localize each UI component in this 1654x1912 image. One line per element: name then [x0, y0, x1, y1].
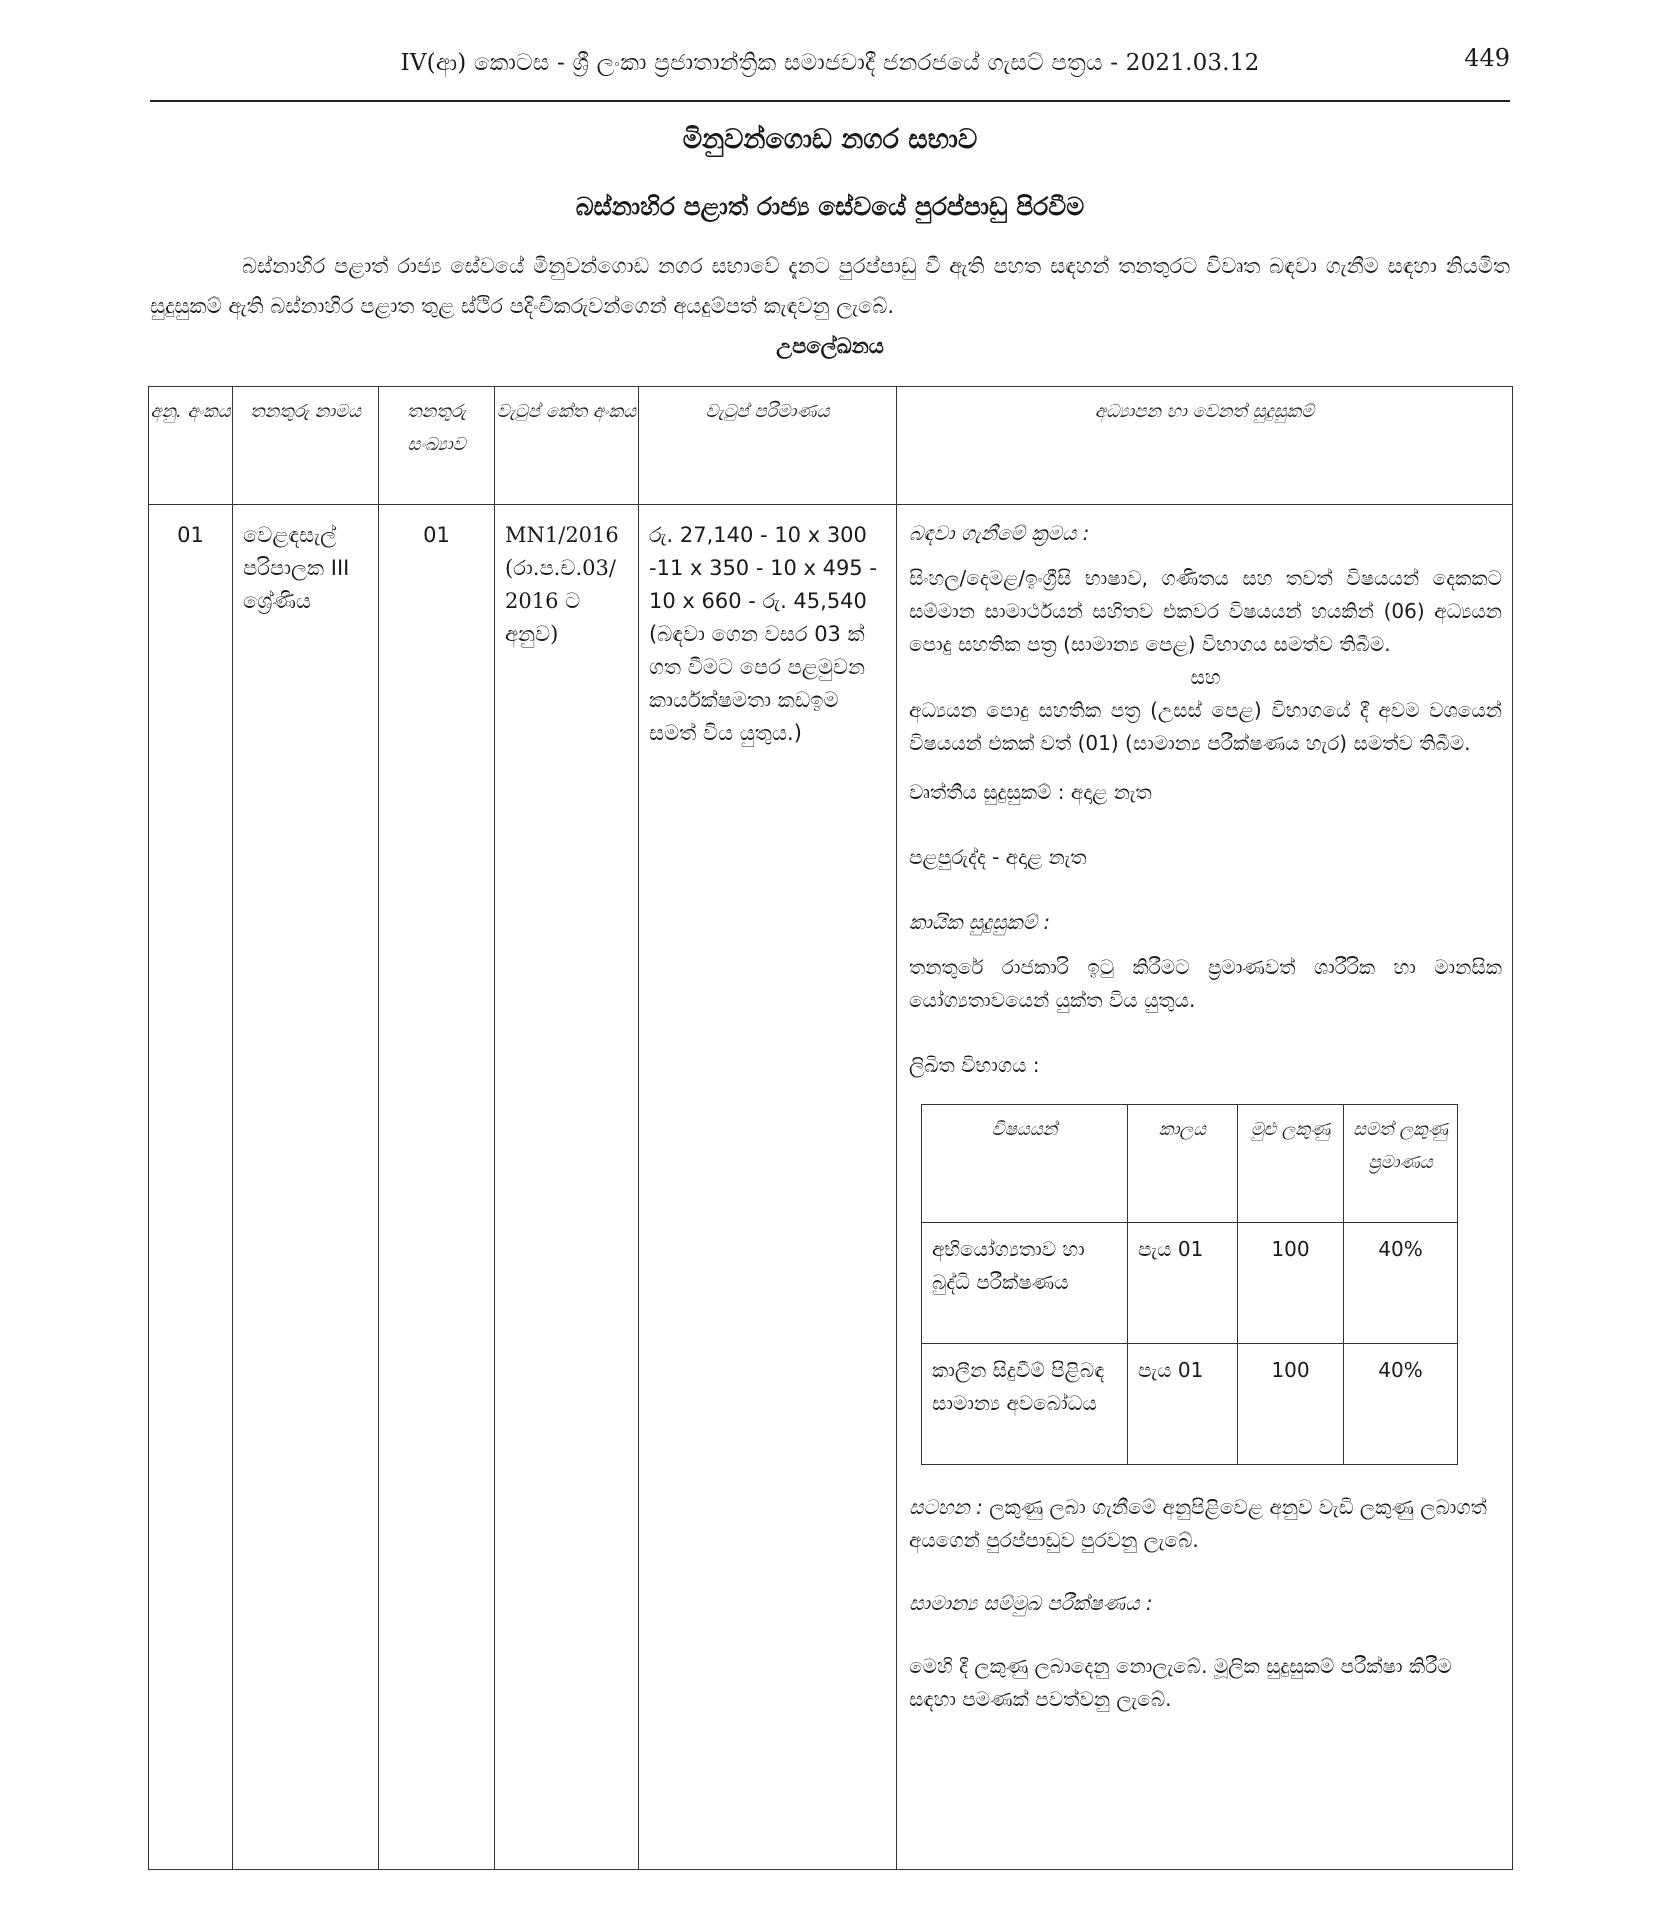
- header-post-name: තනතුරු නාමය: [233, 387, 379, 505]
- exam-table-header-row: [922, 1105, 1458, 1223]
- ol-requirement: සිංහල/දෙමළ/ඉංග්‍රීසි භාෂාව, ගණිතය සහ තවත් විෂයයන් දෙකකට සම්මාන සාමාර්ථයන් සහිතව එකවර විෂයයන් හයකින් (06) අධ්‍යයන පොදු සහතික පත්‍ර (සාමාන්‍ය පෙළ) විභාගය සමත්ව තිබීම.: [909, 566, 1502, 656]
- cell-post-count: 01: [379, 505, 495, 1870]
- exam-total: 100: [1238, 1223, 1344, 1344]
- experience: පළපුරුද්ද - අදාළ නැත: [909, 845, 1087, 869]
- note: [909, 1491, 1502, 1557]
- and-connector: සහ: [1190, 665, 1221, 689]
- exam-pass: 40%: [1344, 1344, 1458, 1465]
- exam-header-pass: සමත් ලකුණු ප්‍රමාණය: [1344, 1105, 1458, 1223]
- cell-post-name: වෙළඳසැල් පරිපාලක III ශ්‍රේණිය: [233, 505, 379, 1870]
- header-serial: අනු. අංකය: [149, 387, 233, 505]
- cell-qualifications: [897, 505, 1513, 1870]
- organization-title: මිනුවන්ගොඩ නගර සභාව: [682, 124, 978, 155]
- physical-qualifications-text: තනතුරේ රාජකාරි ඉටු කිරීමට ප්‍රමාණවත් ශාරීරික හා මානසික යෝග්‍යතාවයෙන් යුක්ත විය යුතුය.: [909, 955, 1502, 1012]
- written-exam-heading: ලිඛිත විභාගය :: [909, 1053, 1040, 1077]
- al-requirement: අධ්‍යයන පොදු සහතික පත්‍ර (උසස් පෙළ) විභාගයේ දී අවම වශයෙන් විෂයයන් එකක් වත් (01) (සාමාන්‍ය පරීක්ෂණය හැර) සමත්ව තිබීම.: [909, 698, 1502, 755]
- exam-header-subject: විෂයයන්: [922, 1105, 1128, 1223]
- header-qualifications: අධ්‍යාපන හා වෙනත් සුදුසුකම්: [897, 387, 1513, 505]
- interview-heading: සාමාන්‍ය සම්මුඛ පරීක්ෂණය :: [909, 1591, 1153, 1615]
- note-text: ලකුණු ලබා ගැනීමේ අනුපිළිවෙළ අනුව වැඩි ලකුණු ලබාගත් අයගෙන් පුරප්පාඩුව පුරවනු ලැබේ.: [909, 1495, 1487, 1552]
- page-number: 449: [1464, 44, 1510, 72]
- professional-qualifications: වෘත්තීය සුදුසුකම් : අදාළ නැත: [909, 780, 1152, 804]
- exam-header-total: මුළු ලකුණු: [1238, 1105, 1344, 1223]
- cell-salary-scale: රු. 27,140 - 10 x 300 -11 x 350 - 10 x 495 - 10 x 660 - රු. 45,540 (බඳවා ගෙන වසර 03 ක් ගත වීමට පෙර පළමුවන කාර්යක්ෂමතා කඩඉම සමත් විය යුතුය.): [639, 505, 897, 1870]
- table-row: [149, 505, 1513, 1870]
- vacancy-table-header-row: [149, 387, 1513, 505]
- exam-subject: කාලීන සිදුවීම් පිළිබඳ සාමාන්‍ය අවබෝධය: [922, 1344, 1128, 1465]
- gazette-header: [150, 44, 1510, 102]
- exam-duration: පැය 01: [1128, 1223, 1238, 1344]
- header-post-count: තනතුරු සංඛ්‍යාව: [379, 387, 495, 505]
- recruitment-method-heading: බඳවා ගැනීමේ ක්‍රමය :: [909, 521, 1090, 545]
- note-label: සටහන :: [909, 1495, 983, 1519]
- notice-title: බස්නාහිර පළාත් රාජ්‍ය සේවයේ පුරප්පාඩු පිරවීම: [575, 192, 1085, 221]
- vacancy-table: [148, 386, 1513, 1870]
- physical-qualifications-heading: කායික සුදුසුකම් :: [909, 910, 1051, 934]
- exam-subject: අභියෝග්‍යතාව හා බුද්ධි පරීක්ෂණය: [922, 1223, 1128, 1344]
- exam-duration: පැය 01: [1128, 1344, 1238, 1465]
- header-salary-scale: වැටුප් පරිමාණය: [639, 387, 897, 505]
- written-exam-table: [921, 1104, 1458, 1465]
- cell-serial: 01: [149, 505, 233, 1870]
- exam-pass: 40%: [1344, 1223, 1458, 1344]
- schedule-title: උපලේඛනය: [776, 334, 884, 358]
- table-row: [922, 1223, 1458, 1344]
- gazette-header-title: IV(ආ) කොටස - ශ්‍රී ලංකා ප්‍රජාතාන්ත්‍රික සමාජවාදී ජනරජයේ ගැසට් පත්‍රය - 2021.03.12: [400, 50, 1260, 76]
- intro-paragraph: බස්නාහිර පළාත් රාජ්‍ය සේවයේ මිනුවන්ගොඩ නගර සභාවේ දැනට පුරප්පාඩු වී ඇති පහත සඳහන් තනතුරට විවෘත බඳවා ගැනීම සඳහා නියමිත සුදුසුකම් ඇති බස්නාහිර පළාත තුළ ස්ථිර පදිංචිකරුවන්ගෙන් අයදුම්පත් කැඳවනු ලැබේ.: [150, 254, 1510, 318]
- cell-salary-code: MN1/2016 (රා.ප.ච.03/ 2016 ට අනුව): [495, 505, 639, 1870]
- exam-header-duration: කාලය: [1128, 1105, 1238, 1223]
- header-salary-code: වැටුප් කේත අංකය: [495, 387, 639, 505]
- table-row: [922, 1344, 1458, 1465]
- exam-total: 100: [1238, 1344, 1344, 1465]
- interview-text: මෙහි දී ලකුණු ලබාදෙනු නොලැබේ. මූලික සුදුසුකම් පරීක්ෂා කිරීම සඳහා පමණක් පවත්වනු ලැබේ.: [909, 1654, 1452, 1711]
